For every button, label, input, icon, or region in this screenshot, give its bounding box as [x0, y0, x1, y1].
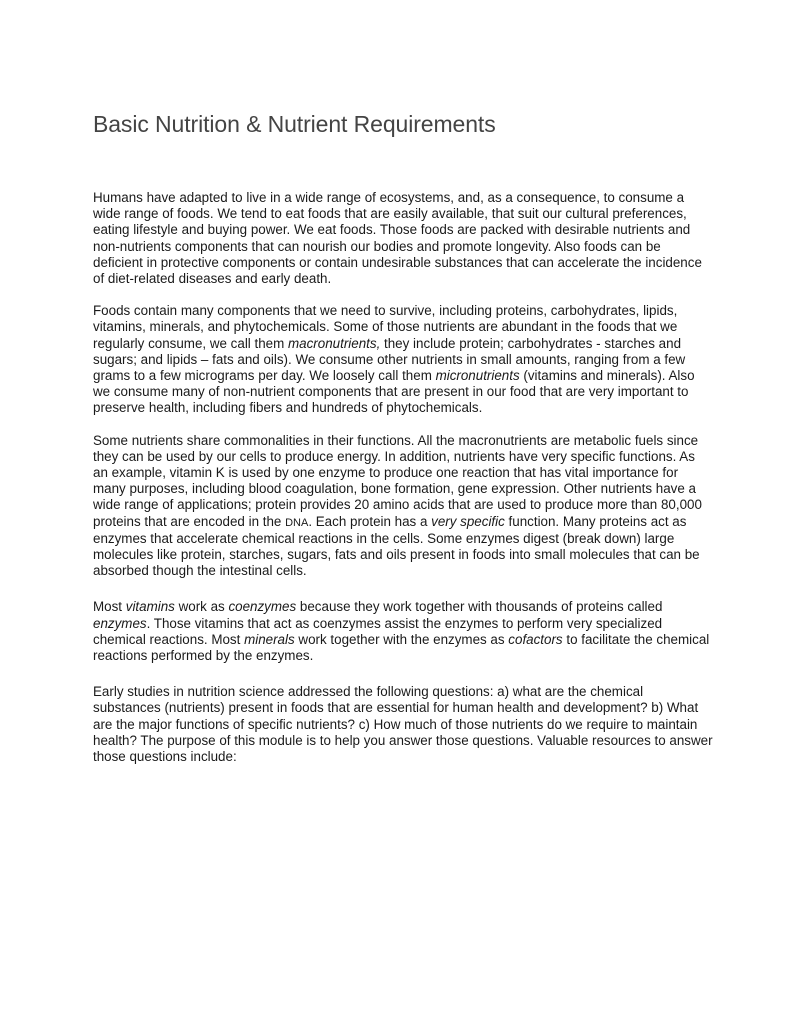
emphasis-macronutrients: macronutrients, — [288, 335, 381, 351]
text-span: function. Many proteins act as enzymes that accelerate chemical reactions in the cells. Some enzymes digest (break down) large molecules like protein, starches, sugars, fats and oils present in foods into small molecules that can be absorbed though the intestinal cells. — [93, 513, 700, 579]
emphasis-enzymes: enzymes — [93, 615, 147, 631]
text-span: to facilitate the chemical reactions performed by the enzymes. — [93, 631, 710, 664]
emphasis-cofactors: cofactors — [508, 631, 563, 647]
text-span: Foods contain many components that we need to survive, including proteins, carbohydrates, lipids, vitamins, minerals, and phytochemicals. Some of those nutrients are abundant in the foods that we regularly consume, we call them — [93, 303, 678, 351]
paragraph-nutrients — [93, 303, 713, 416]
text-span: work together with the enzymes as — [294, 631, 509, 647]
text-span: Some nutrients share commonalities in their functions. All the macronutrients are metabolic fuels since they can be used by our cells to produce energy. In addition, nutrients have very specific functions. As an example, vitamin K is used by one enzyme to produce one reaction that has vital importance for many purposes, including blood coagulation, bone formation, gene expression. Other nutrients have a wide range of applications; protein provides 20 amino acids that are used to produce more than 80,000 proteins that are encoded in the — [93, 432, 702, 529]
emphasis-vitamins: vitamins — [125, 599, 175, 615]
paragraph-functions — [93, 433, 713, 580]
document-page — [93, 108, 713, 765]
paragraph-intro: Humans have adapted to live in a wide range of ecosystems, and, as a consequence, to consume a wide range of foods. We tend to eat foods that are easily available, that suit our cultural preferences, eating lifestyle and buying power. We eat foods. Those foods are packed with desirable nutrients and non-nutrients components that can nourish our bodies and promote longevity. Also foods can be deficient in protective components or contain undesirable substances that can accelerate the incidence of diet-related diseases and early death. — [93, 190, 702, 287]
text-span: work as — [174, 599, 229, 615]
text-span: (vitamins and minerals). Also we consume many of non-nutrient components that are present in our food that are very important to preserve health, including fibers and hundreds of phytochemicals. — [93, 368, 695, 416]
text-span: . Each protein has a — [308, 513, 432, 529]
text-span: they include protein; carbohydrates - starches and sugars; and lipids – fats and oils). We consume other nutrients in small amounts, ranging from a few grams to a few micrograms per day. We loosely call them — [93, 335, 686, 384]
text-span: Most — [93, 599, 126, 615]
paragraph-vitamins — [93, 599, 713, 664]
emphasis-very-specific: very specific — [431, 513, 505, 529]
paragraph-early-studies: Early studies in nutrition science addressed the following questions: a) what are the chemical substances (nutrients) present in foods that are essential for human health and development? b) What are the major functions of specific nutrients? c) How much of those nutrients do we require to maintain health? The purpose of this module is to help you answer those questions. Valuable resources to answer those questions include: — [93, 684, 713, 765]
abbr-dna: DNA — [285, 516, 309, 529]
text-span: because they work together with thousands of proteins called — [296, 599, 663, 615]
emphasis-micronutrients: micronutrients — [435, 368, 520, 384]
page-title: Basic Nutrition & Nutrient Requirements — [93, 111, 496, 137]
emphasis-coenzymes: coenzymes — [228, 599, 297, 615]
emphasis-minerals: minerals — [244, 631, 295, 647]
text-span: . Those vitamins that act as coenzymes assist the enzymes to perform very specialized chemical reactions. Most — [93, 615, 663, 647]
